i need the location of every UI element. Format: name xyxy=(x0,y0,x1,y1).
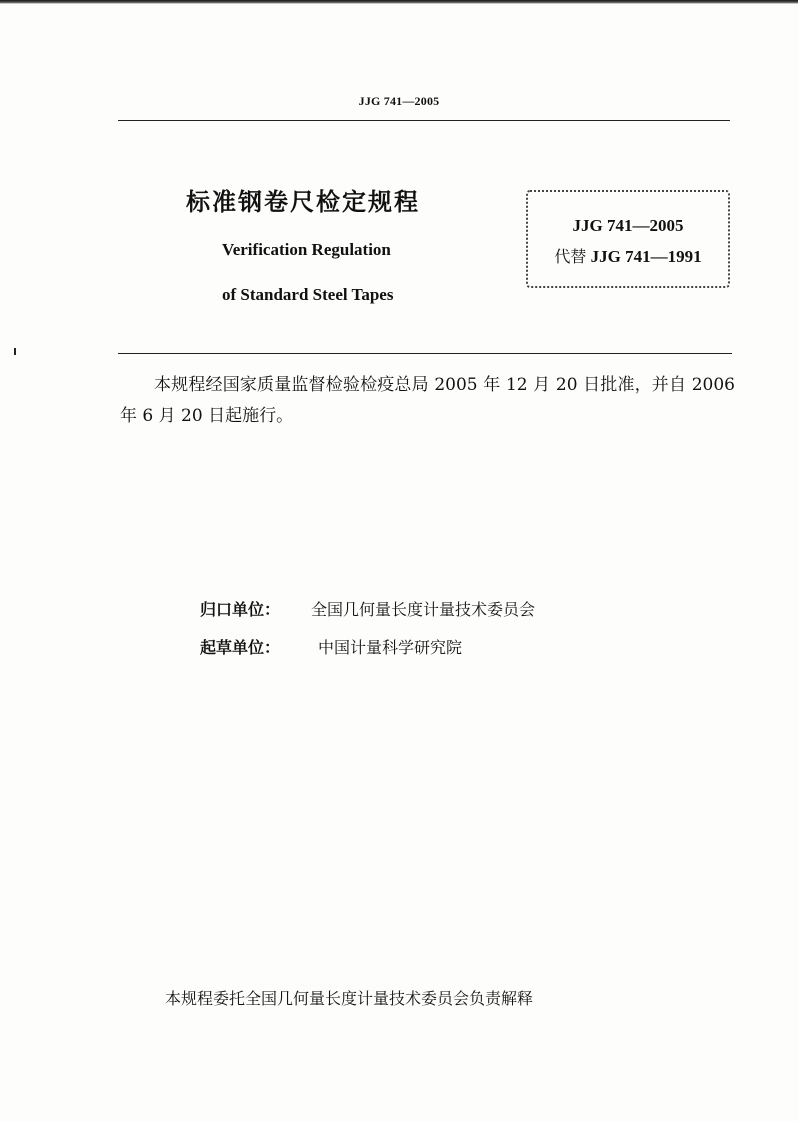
title-english-line2: of Standard Steel Tapes xyxy=(222,285,394,304)
standard-code-box xyxy=(526,190,730,288)
section-rule xyxy=(118,353,732,354)
interpretation-note: 本规程委托全国几何量长度计量技术委员会负责解释 xyxy=(165,989,534,1008)
replaces-label: 代替 xyxy=(554,247,587,266)
drafting-unit-label: 起草单位： xyxy=(200,638,281,657)
scan-edge xyxy=(0,0,798,4)
title-chinese: 标准钢卷尺检定规程 xyxy=(186,188,420,216)
header-standard-code: JJG 741—2005 xyxy=(358,94,440,108)
title-english-line1: Verification Regulation xyxy=(222,240,391,259)
header-rule xyxy=(118,120,730,121)
drafting-unit-value: 中国计量科学研究院 xyxy=(318,638,463,657)
code-box-replaces xyxy=(528,244,728,267)
scan-speck xyxy=(14,348,16,355)
code-box-code: JJG 741—2005 xyxy=(572,216,684,235)
replaces-code: JJG 741—1991 xyxy=(590,247,702,266)
approval-statement: 本规程经国家质量监督检验检疫总局 2005 年 12 月 20 日批准，并自 2006 年 6 月 20 日起施行。 xyxy=(120,375,735,426)
responsible-unit-value: 全国几何量长度计量技术委员会 xyxy=(311,600,536,619)
responsible-unit-label: 归口单位： xyxy=(200,600,281,619)
